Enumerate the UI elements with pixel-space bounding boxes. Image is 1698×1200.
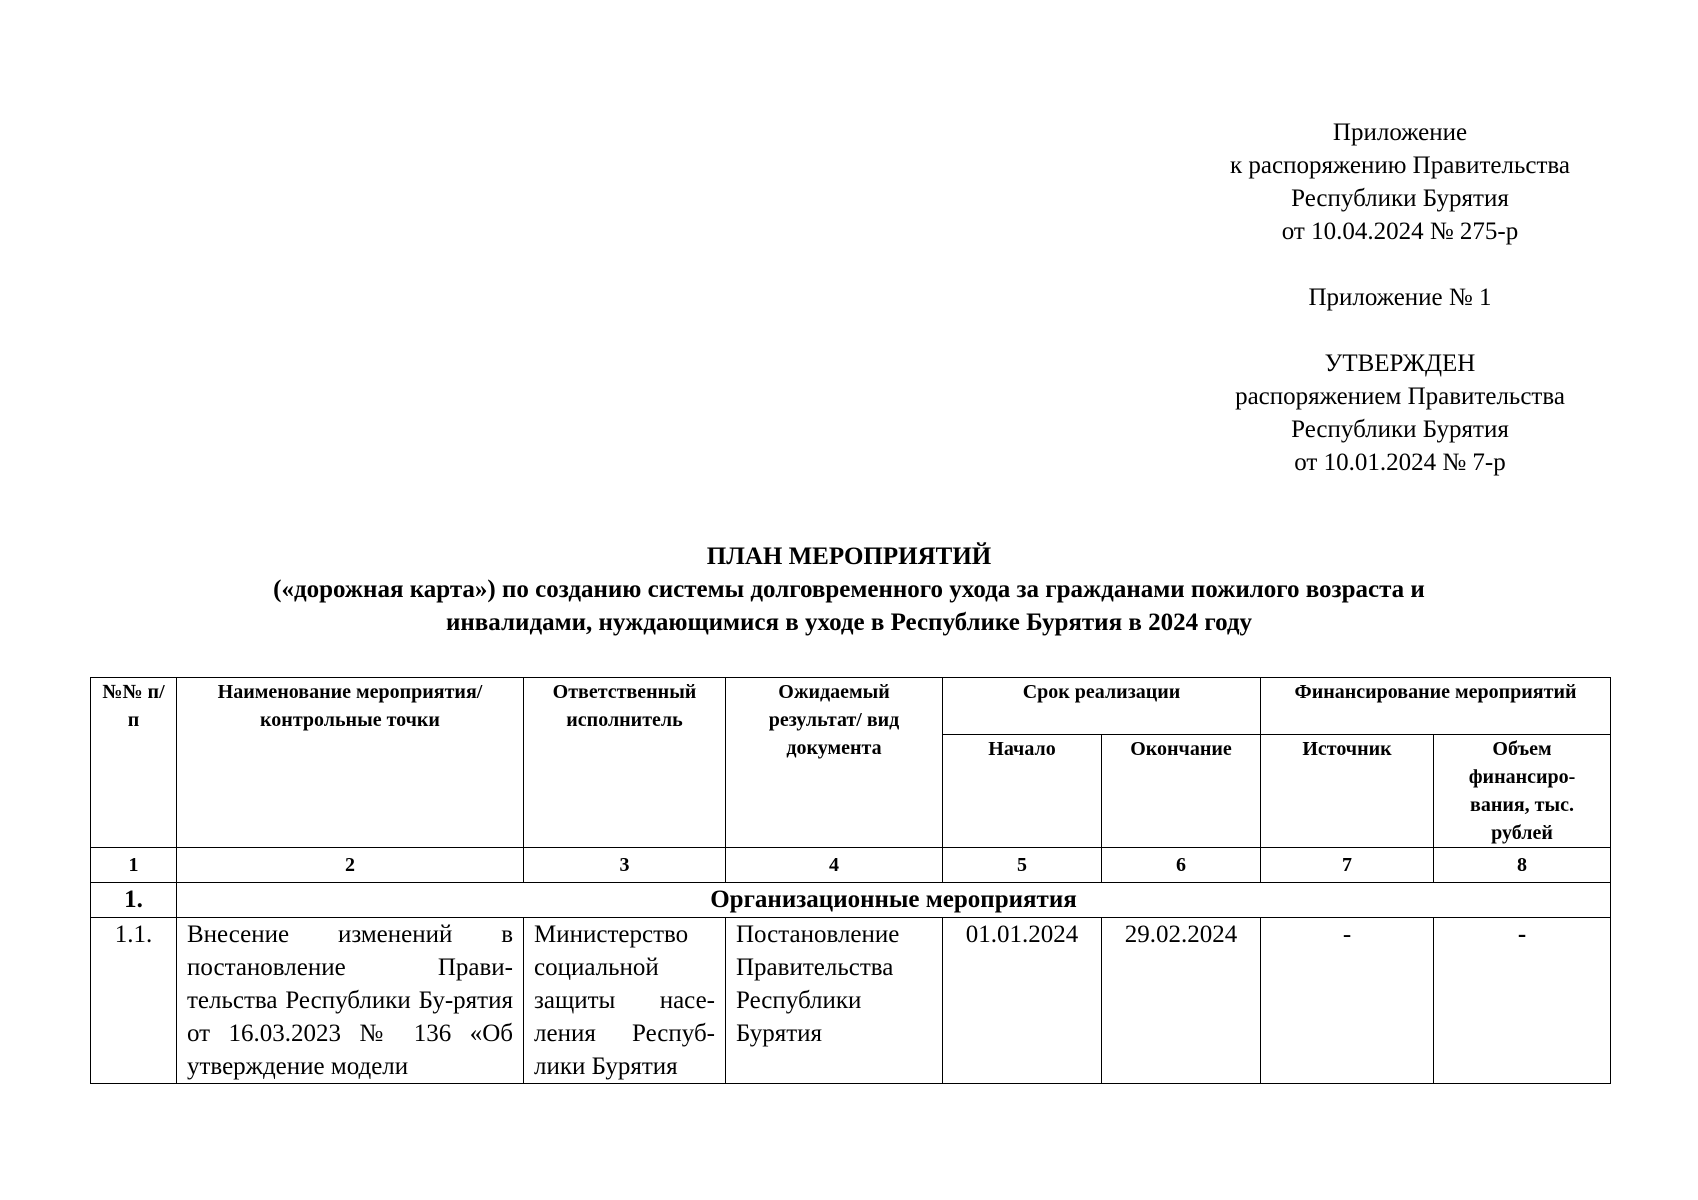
column-number-row	[91, 848, 1611, 883]
spacer	[1180, 314, 1620, 347]
approval-line: УТВЕРЖДЕН	[1324, 350, 1476, 377]
appendix-line: Республики Бурятия	[1291, 185, 1509, 212]
plan-table	[90, 677, 1611, 1084]
appendix-line: от 10.04.2024 № 275-р	[1281, 218, 1519, 245]
column-number: 3	[524, 848, 726, 883]
appendix-block	[1180, 116, 1620, 479]
column-number: 2	[177, 848, 524, 883]
row-executor: Министерство социальной защиты насе-ления Респуб-лики Бурятия	[524, 918, 726, 1084]
header-row	[91, 678, 1611, 735]
row-volume: -	[1434, 918, 1611, 1084]
title-main: ПЛАН МЕРОПРИЯТИЙ	[706, 543, 992, 570]
section-title: Организационные мероприятия	[177, 883, 1611, 918]
row-start: 01.01.2024	[943, 918, 1102, 1084]
approval-line: от 10.01.2024 № 7-р	[1294, 449, 1506, 476]
appendix-line: к распоряжению Правительства	[1229, 152, 1570, 179]
column-number: 7	[1261, 848, 1434, 883]
row-source: -	[1261, 918, 1434, 1084]
header-name: Наименование мероприятия/ контрольные точки	[177, 678, 524, 848]
approval-line: Республики Бурятия	[1291, 416, 1509, 443]
appendix-number: Приложение № 1	[1308, 284, 1492, 311]
row-result: Постановление Правительства Республики Бурятия	[726, 918, 943, 1084]
column-number: 4	[726, 848, 943, 883]
header-period: Срок реализации	[943, 678, 1261, 735]
row-number: 1.1.	[91, 918, 177, 1084]
appendix-line: Приложение	[1332, 119, 1468, 146]
section-number: 1.	[91, 883, 177, 918]
header-executor: Ответственный исполнитель	[524, 678, 726, 848]
title-subtitle: («дорожная карта») по созданию системы долговременного ухода за гражданами пожилого возраста и	[273, 576, 1425, 603]
document-title	[90, 540, 1608, 639]
row-end: 29.02.2024	[1102, 918, 1261, 1084]
header-source: Источник	[1261, 735, 1434, 848]
section-row	[91, 883, 1611, 918]
header-volume: Объем финансиро-вания, тыс. рублей	[1434, 735, 1611, 848]
column-number: 1	[91, 848, 177, 883]
header-result: Ожидаемый результат/ вид документа	[726, 678, 943, 848]
header-financing: Финансирование мероприятий	[1261, 678, 1611, 735]
column-number: 6	[1102, 848, 1261, 883]
header-end: Окончание	[1102, 735, 1261, 848]
title-subtitle: инвалидами, нуждающимися в уходе в Республике Бурятия в 2024 году	[445, 609, 1253, 636]
row-name: Внесение изменений в постановление Прави-тельства Республики Бу-рятия от 16.03.2023 № 136 «Об утверждение модели	[177, 918, 524, 1084]
column-number: 8	[1434, 848, 1611, 883]
table-row	[91, 918, 1611, 1084]
header-num: №№ п/п	[91, 678, 177, 848]
header-start: Начало	[943, 735, 1102, 848]
column-number: 5	[943, 848, 1102, 883]
approval-line: распоряжением Правительства	[1235, 383, 1565, 410]
spacer	[1180, 248, 1620, 281]
